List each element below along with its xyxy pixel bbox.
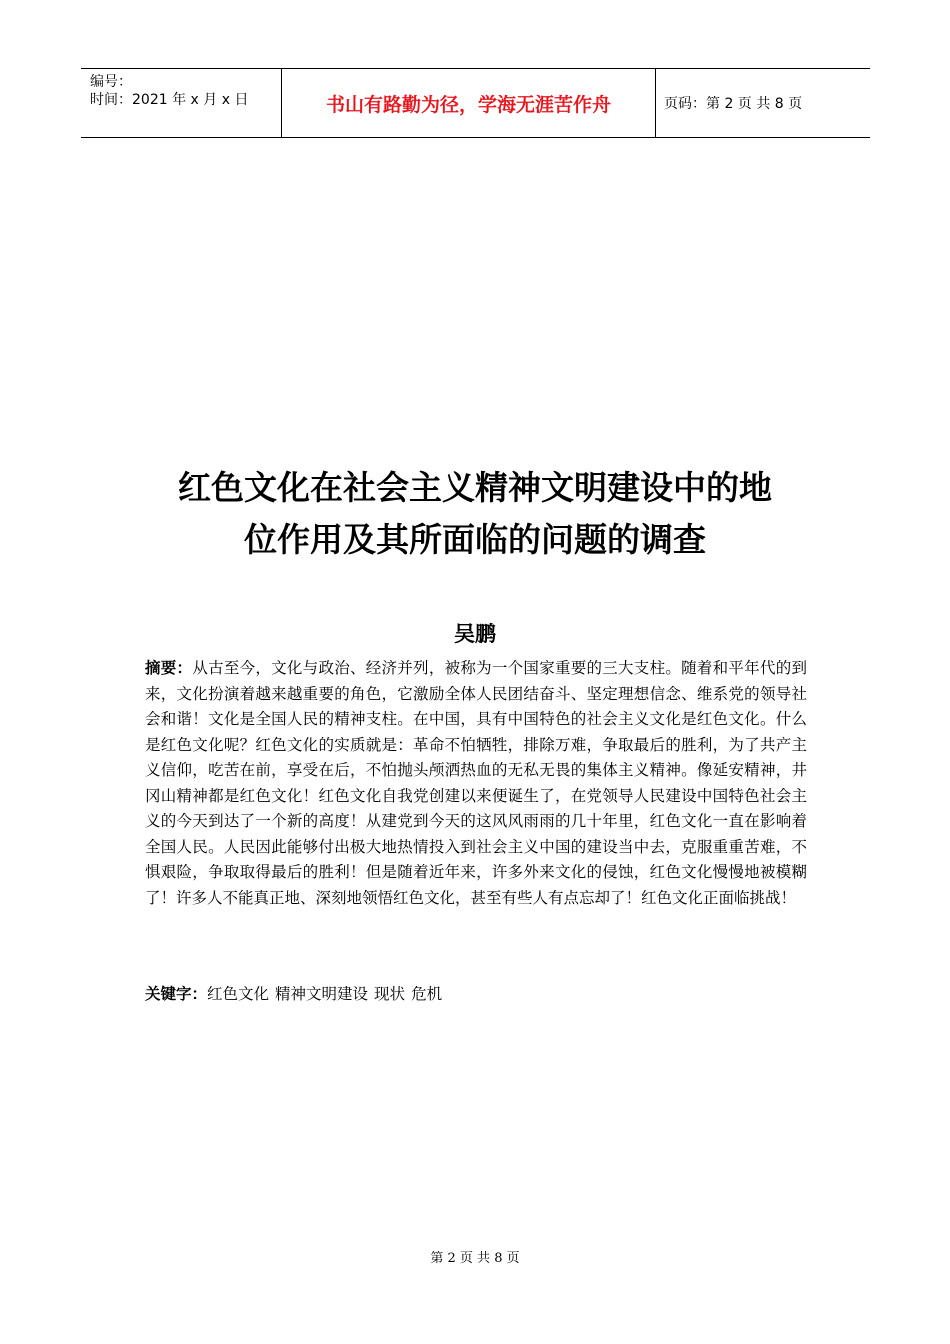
number-label: 编号： <box>90 74 132 90</box>
header-page-info: 页码：第 2 页 共 8 页 <box>664 96 803 112</box>
header-motto: 书山有路勤为径，学海无涯苦作舟 <box>282 69 656 137</box>
keyword: 危机 <box>411 985 443 1003</box>
keyword: 现状 <box>374 985 406 1003</box>
time-label: 时间：2021 年 x 月 x 日 <box>90 92 249 108</box>
page-footer: 第 2 页 共 8 页 <box>430 1251 520 1266</box>
keywords-label: 关键字： <box>145 985 208 1003</box>
abstract <box>145 656 807 911</box>
author-name: 吴鹏 <box>454 622 496 646</box>
keyword: 红色文化 <box>207 985 270 1003</box>
header-table <box>81 68 870 138</box>
keyword: 精神文明建设 <box>275 985 369 1003</box>
title-line-2: 位作用及其所面临的问题的调查 <box>244 520 706 559</box>
abstract-label: 摘要： <box>145 659 193 677</box>
abstract-text: 从古至今，文化与政治、经济并列，被称为一个国家重要的三大支柱。随着和平年代的到来，文化扮演着越来越重要的角色，它激励全体人民团结奋斗、坚定理想信念、维系党的领导社会和谐！文化是全国人民的精神支柱。在中国，具有中国特色的社会主义文化是红色文化。什么是红色文化呢？红色文化的实质就是：革命不怕牺牲，排除万难，争取最后的胜利，为了共产主义信仰，吃苦在前，享受在后，不怕抛头颅洒热血的无私无畏的集体主义精神。像延安精神，井冈山精神都是红色文化！红色文化自我党创建以来便诞生了，在党领导人民建设中国特色社会主义的今天到达了一个新的高度！从建党到今天的这风风雨雨的几十年里，红色文化一直在影响着全国人民。人民因此能够付出极大地热情投入到社会主义中国的建设当中去，克服重重苦难，不惧艰险，争取取得最后的胜利！但是随着近年来，许多外来文化的侵蚀，红色文化慢慢地被模糊了！许多人不能真正地、深刻地领悟红色文化，甚至有些人有点忘却了！红色文化正面临挑战！ <box>145 659 807 907</box>
title-line-1: 红色文化在社会主义精神文明建设中的地 <box>178 468 772 507</box>
document-title <box>100 462 850 566</box>
keywords <box>145 982 807 1006</box>
header-meta <box>81 69 282 137</box>
